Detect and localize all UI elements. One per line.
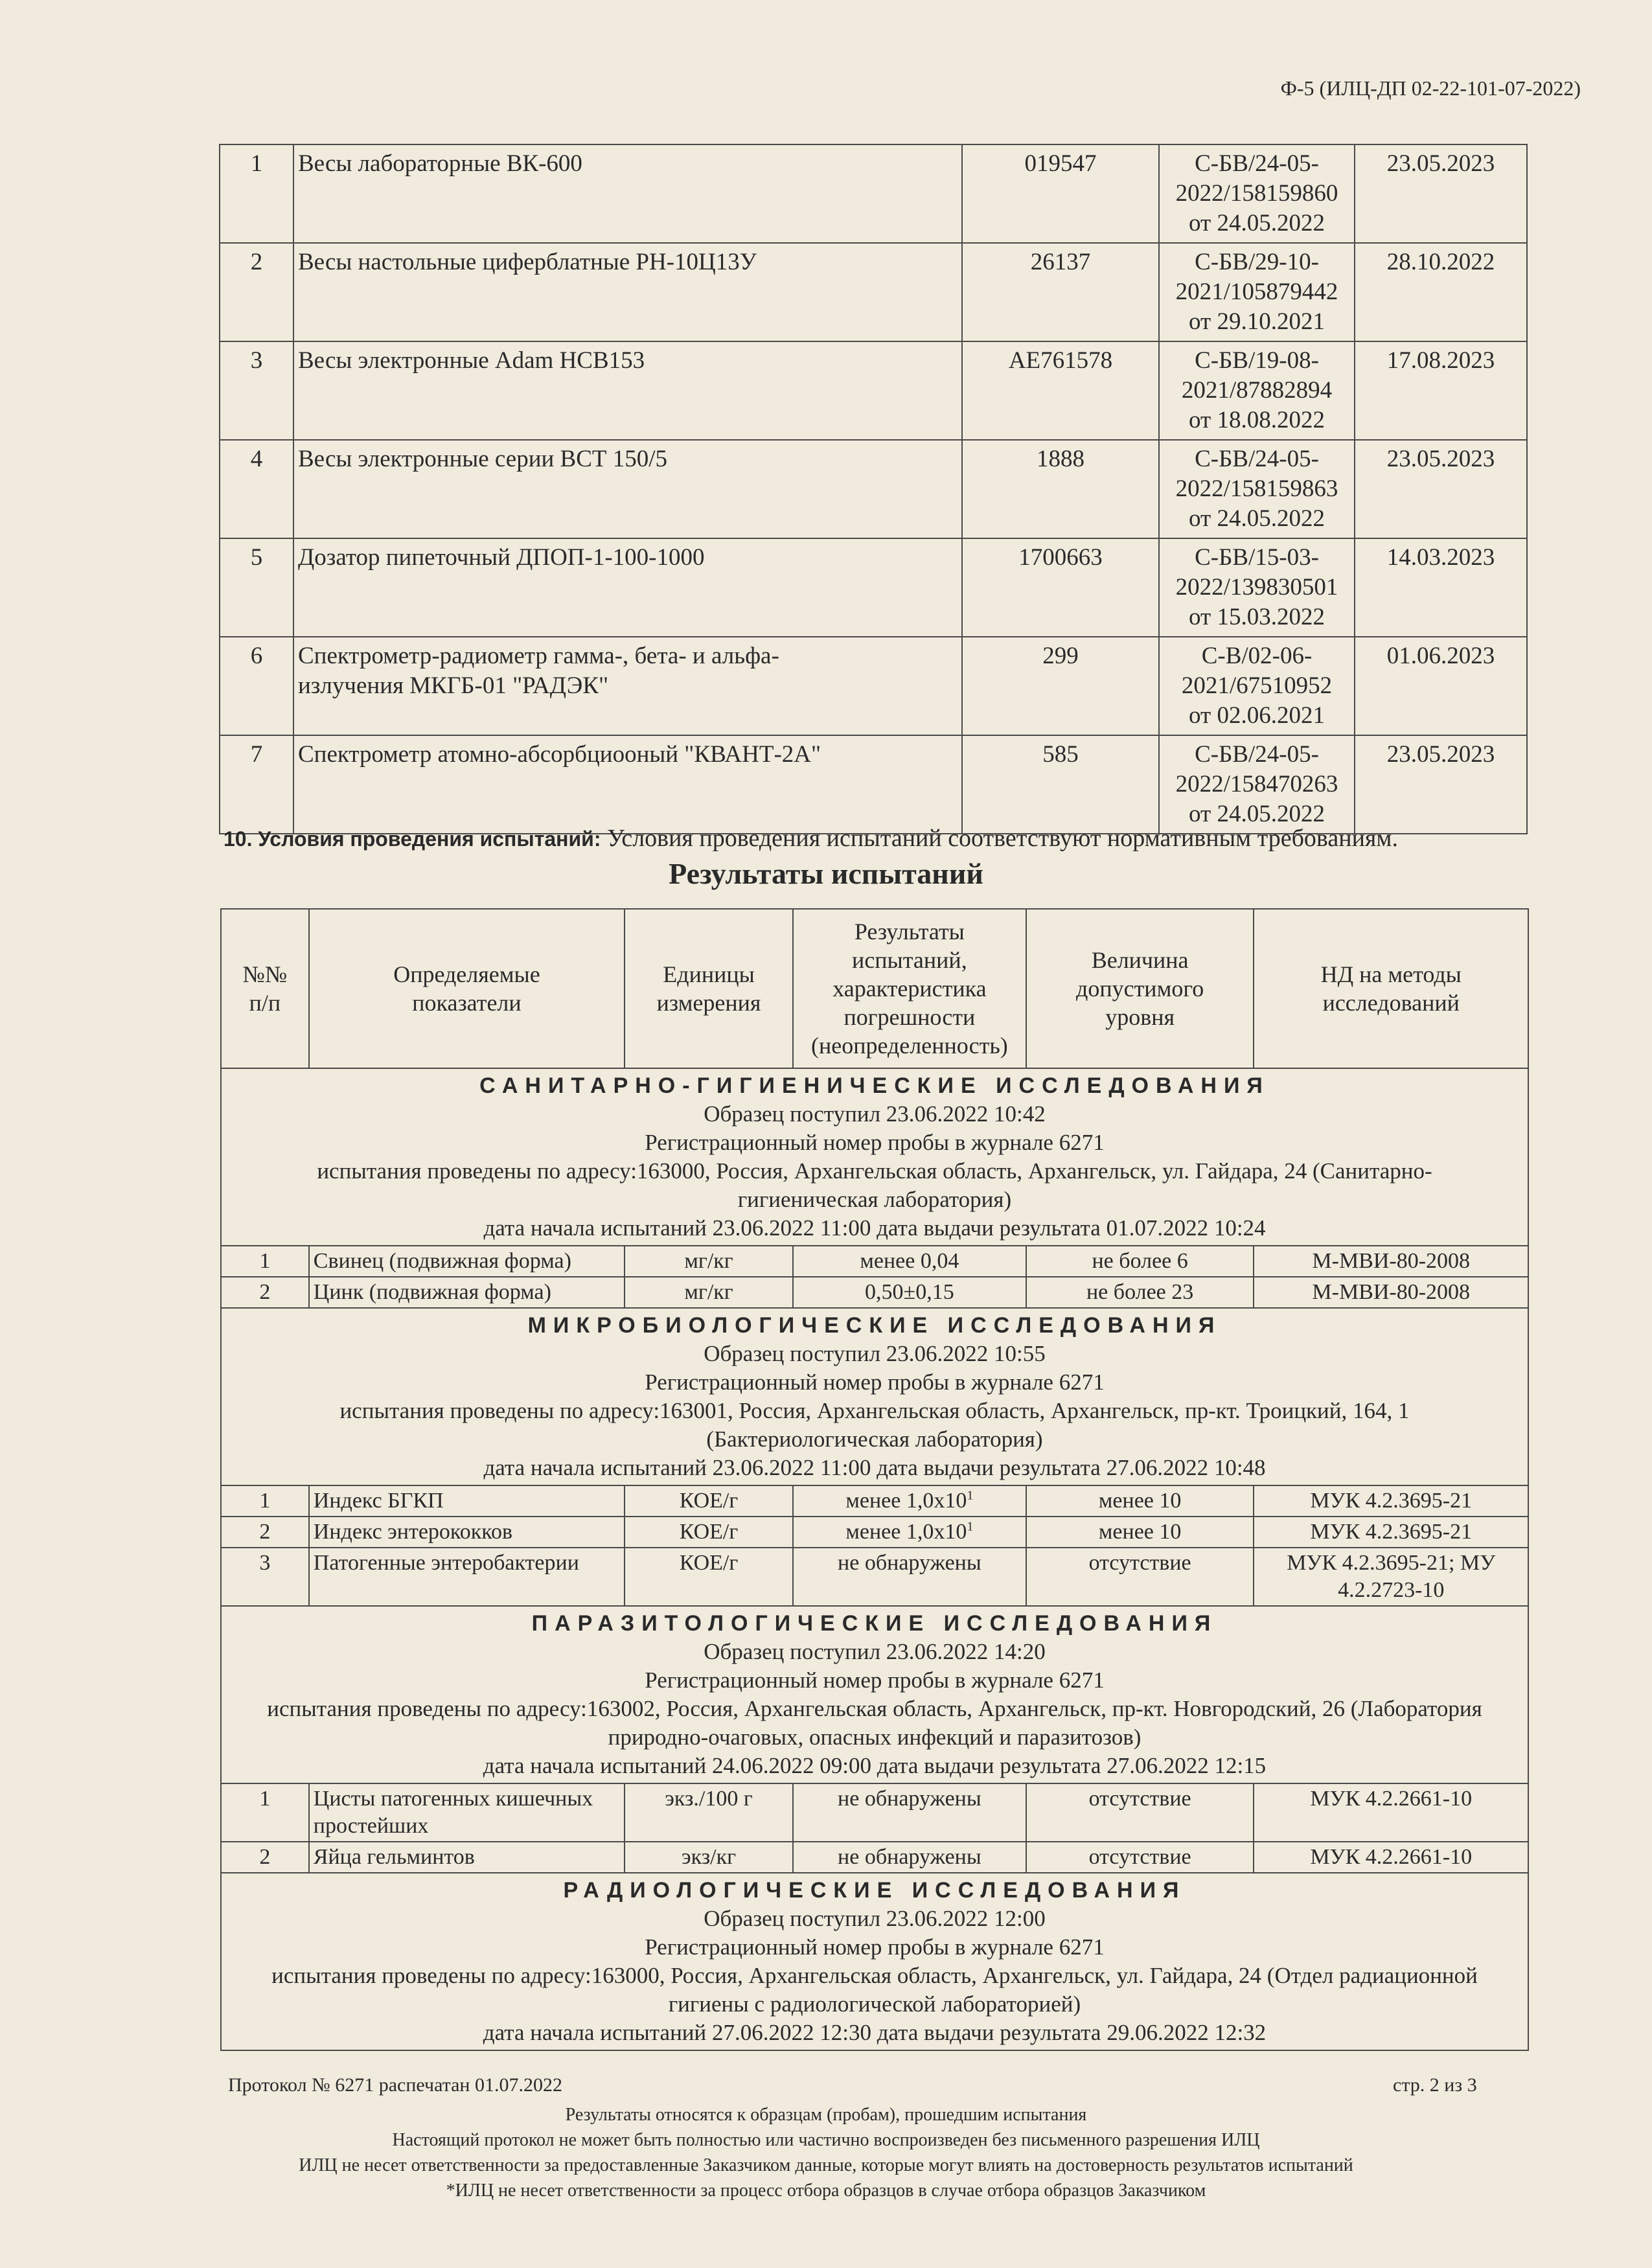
footer-line: ИЛЦ не несет ответственности за предоставленные Заказчиком данные, которые могут влиять на достоверность результатов испытаний xyxy=(299,2155,1353,2175)
header-limit: Величина допустимого уровня xyxy=(1026,909,1254,1068)
result-unit: КОЕ/г xyxy=(625,1485,793,1517)
registration-number: Регистрационный номер пробы в журнале 6271 xyxy=(645,1369,1105,1395)
result-limit: отсутствие xyxy=(1026,1783,1254,1842)
section-info xyxy=(221,1068,1528,1246)
equipment-certificate xyxy=(1159,637,1355,735)
result-indicator: Яйца гельминтов xyxy=(309,1842,625,1873)
equipment-row xyxy=(220,637,1527,735)
equipment-serial: 019547 xyxy=(962,144,1159,243)
header-units: Единицы измерения xyxy=(625,909,793,1068)
certificate-line: 2021/87882894 xyxy=(1181,377,1333,404)
sample-received: Образец поступил 23.06.2022 14:20 xyxy=(704,1639,1046,1664)
result-indicator: Индекс энтерококков xyxy=(309,1517,625,1548)
sample-received: Образец поступил 23.06.2022 10:55 xyxy=(704,1341,1046,1366)
certificate-line: от 24.05.2022 xyxy=(1189,210,1325,236)
certificate-line: от 18.08.2022 xyxy=(1189,407,1325,433)
equipment-number: 5 xyxy=(220,538,293,637)
equipment-row xyxy=(220,341,1527,440)
equipment-certificate xyxy=(1159,144,1355,243)
equipment-certificate xyxy=(1159,440,1355,538)
result-number: 1 xyxy=(221,1246,309,1277)
result-unit: экз/кг xyxy=(625,1842,793,1873)
equipment-certificate xyxy=(1159,341,1355,440)
equipment-valid-until: 28.10.2022 xyxy=(1355,243,1527,341)
test-address-cont: природно-очаговых, опасных инфекций и паразитозов) xyxy=(608,1724,1141,1750)
equipment-serial: 299 xyxy=(962,637,1159,735)
result-value: не обнаружены xyxy=(793,1783,1026,1842)
test-dates: дата начала испытаний 23.06.2022 11:00 дата выдачи результата 27.06.2022 10:48 xyxy=(483,1455,1266,1480)
result-indicator: Цинк (подвижная форма) xyxy=(309,1277,625,1308)
equipment-serial: AE761578 xyxy=(962,341,1159,440)
certificate-line: С-БВ/29-10- xyxy=(1195,249,1319,275)
equipment-valid-until: 17.08.2023 xyxy=(1355,341,1527,440)
test-address: испытания проведены по адресу:163002, Россия, Архангельская область, Архангельск, пр-кт. Новгородский, 26 (Лаборатория xyxy=(267,1696,1482,1721)
certificate-line: 2022/139830501 xyxy=(1175,574,1338,601)
result-method: М-МВИ-80-2008 xyxy=(1254,1277,1528,1308)
test-dates: дата начала испытаний 24.06.2022 09:00 дата выдачи результата 27.06.2022 12:15 xyxy=(483,1753,1267,1778)
result-limit: отсутствие xyxy=(1026,1548,1254,1606)
test-address: испытания проведены по адресу:163000, Россия, Архангельская область, Архангельск, ул. Гайдара, 24 (Отдел радиационной xyxy=(271,1963,1478,1988)
equipment-name: Весы электронные Adam HCB153 xyxy=(293,341,962,440)
result-limit: не более 6 xyxy=(1026,1246,1254,1277)
certificate-line: от 02.06.2021 xyxy=(1189,702,1325,729)
sample-received: Образец поступил 23.06.2022 10:42 xyxy=(704,1101,1046,1127)
result-value: не обнаружены xyxy=(793,1548,1026,1606)
certificate-line: от 15.03.2022 xyxy=(1189,604,1325,630)
result-number: 2 xyxy=(221,1277,309,1308)
section-info xyxy=(221,1308,1528,1485)
result-value: менее $1,0x10^1$ xyxy=(793,1517,1026,1548)
sample-received: Образец поступил 23.06.2022 12:00 xyxy=(704,1906,1046,1931)
result-indicator: Индекс БГКП xyxy=(309,1485,625,1517)
footer-line: *ИЛЦ не несет ответственности за процесс отбора образцов в случае отбора образцов Заказчиком xyxy=(446,2181,1206,2201)
section-header-row xyxy=(221,1068,1528,1246)
result-row xyxy=(221,1485,1528,1517)
equipment-serial: 26137 xyxy=(962,243,1159,341)
result-number: 3 xyxy=(221,1548,309,1606)
equipment-row xyxy=(220,144,1527,243)
result-limit: менее 10 xyxy=(1026,1485,1254,1517)
test-address-cont: гигиеническая лаборатория) xyxy=(737,1187,1012,1212)
equipment-number: 1 xyxy=(220,144,293,243)
footer-line: Результаты относятся к образцам (пробам), прошедшим испытания xyxy=(565,2105,1087,2125)
equipment-name-line: излучения МКГБ-01 "РАДЭК" xyxy=(298,672,609,699)
result-number: 2 xyxy=(221,1842,309,1873)
test-dates: дата начала испытаний 27.06.2022 12:30 дата выдачи результата 29.06.2022 12:32 xyxy=(483,2020,1267,2045)
certificate-line: 2022/158159863 xyxy=(1175,475,1338,502)
result-method: МУК 4.2.3695-21; МУ 4.2.2723-10 xyxy=(1254,1548,1528,1606)
equipment-serial: 585 xyxy=(962,735,1159,834)
result-method: МУК 4.2.2661-10 xyxy=(1254,1783,1528,1842)
header-result: Результаты испытаний, характеристика погрешности (неопределенность) xyxy=(793,909,1026,1068)
result-method: М-МВИ-80-2008 xyxy=(1254,1246,1528,1277)
equipment-name: Дозатор пипеточный ДПОП-1-100-1000 xyxy=(293,538,962,637)
result-unit: экз./100 г xyxy=(625,1783,793,1842)
result-row xyxy=(221,1842,1528,1873)
test-address: испытания проведены по адресу:163001, Россия, Архангельская область, Архангельск, пр-кт. Троицкий, 164, 1 xyxy=(339,1398,1410,1423)
footer-disclaimer xyxy=(0,2102,1652,2203)
section-title: ПАРАЗИТОЛОГИЧЕСКИЕ ИССЛЕДОВАНИЯ xyxy=(531,1611,1218,1636)
results-table xyxy=(220,908,1529,2051)
header-indicator: Определяемые показатели xyxy=(309,909,625,1068)
page-number: стр. 2 из 3 xyxy=(1393,2074,1477,2096)
test-conditions-label: 10. Условия проведения испытаний: xyxy=(224,827,601,851)
result-row xyxy=(221,1548,1528,1606)
equipment-number: 7 xyxy=(220,735,293,834)
equipment-name-line: Спектрометр-радиометр гамма-, бета- и альфа- xyxy=(298,643,779,669)
equipment-number: 4 xyxy=(220,440,293,538)
equipment-row xyxy=(220,538,1527,637)
result-limit: отсутствие xyxy=(1026,1842,1254,1873)
registration-number: Регистрационный номер пробы в журнале 6271 xyxy=(645,1667,1105,1693)
protocol-printed: Протокол № 6271 распечатан 01.07.2022 xyxy=(228,2074,562,2096)
result-row xyxy=(221,1517,1528,1548)
certificate-line: С-БВ/19-08- xyxy=(1195,347,1319,374)
result-exponent: 1 xyxy=(967,1519,974,1534)
test-conditions-text: Условия проведения испытаний соответствуют нормативным требованиям. xyxy=(606,825,1398,852)
section-info xyxy=(221,1873,1528,2050)
result-number: 2 xyxy=(221,1517,309,1548)
section-header-row xyxy=(221,1308,1528,1485)
test-address: испытания проведены по адресу:163000, Россия, Архангельская область, Архангельск, ул. Гайдара, 24 (Санитарно- xyxy=(317,1158,1432,1184)
result-number: 1 xyxy=(221,1485,309,1517)
result-exponent: 1 xyxy=(967,1488,974,1503)
equipment-row xyxy=(220,243,1527,341)
result-row xyxy=(221,1246,1528,1277)
result-unit: КОЕ/г xyxy=(625,1517,793,1548)
result-row xyxy=(221,1277,1528,1308)
test-dates: дата начала испытаний 23.06.2022 11:00 дата выдачи результата 01.07.2022 10:24 xyxy=(483,1215,1266,1241)
certificate-line: С-В/02-06- xyxy=(1201,643,1313,669)
result-value: менее $1,0x10^1$ xyxy=(793,1485,1026,1517)
registration-number: Регистрационный номер пробы в журнале 6271 xyxy=(645,1130,1105,1155)
result-value: 0,50±0,15 xyxy=(793,1277,1026,1308)
equipment-number: 3 xyxy=(220,341,293,440)
equipment-name: Весы настольные циферблатные РН-10Ц13У xyxy=(293,243,962,341)
certificate-line: от 24.05.2022 xyxy=(1189,801,1325,827)
certificate-line: 2022/158159860 xyxy=(1175,180,1338,207)
equipment-certificate xyxy=(1159,538,1355,637)
equipment-table xyxy=(219,144,1528,834)
footer-line: Настоящий протокол не может быть полностью или частично воспроизведен без письменного разрешения ИЛЦ xyxy=(392,2130,1260,2150)
section-title: РАДИОЛОГИЧЕСКИЕ ИССЛЕДОВАНИЯ xyxy=(563,1878,1186,1903)
result-unit: мг/кг xyxy=(625,1277,793,1308)
equipment-certificate xyxy=(1159,243,1355,341)
result-value: не обнаружены xyxy=(793,1842,1026,1873)
registration-number: Регистрационный номер пробы в журнале 6271 xyxy=(645,1934,1105,1960)
equipment-row xyxy=(220,735,1527,834)
certificate-line: от 24.05.2022 xyxy=(1189,505,1325,532)
section-title: САНИТАРНО-ГИГИЕНИЧЕСКИЕ ИССЛЕДОВАНИЯ xyxy=(479,1073,1270,1098)
equipment-valid-until: 23.05.2023 xyxy=(1355,440,1527,538)
certificate-line: от 29.10.2021 xyxy=(1189,308,1325,335)
result-unit: мг/кг xyxy=(625,1246,793,1277)
equipment-serial: 1700663 xyxy=(962,538,1159,637)
equipment-name xyxy=(293,637,962,735)
section-header-row xyxy=(221,1873,1528,2050)
certificate-line: С-БВ/24-05- xyxy=(1195,150,1319,177)
test-address-cont: гигиены с радиологической лабораторией) xyxy=(668,1991,1081,2017)
equipment-name: Весы электронные серии ВСТ 150/5 xyxy=(293,440,962,538)
result-limit: не более 23 xyxy=(1026,1277,1254,1308)
equipment-valid-until: 23.05.2023 xyxy=(1355,144,1527,243)
section-title: МИКРОБИОЛОГИЧЕСКИЕ ИССЛЕДОВАНИЯ xyxy=(527,1313,1222,1338)
equipment-valid-until: 01.06.2023 xyxy=(1355,637,1527,735)
equipment-name: Спектрометр атомно-абсорбциооный "КВАНТ-2А" xyxy=(293,735,962,834)
result-unit: КОЕ/г xyxy=(625,1548,793,1606)
certificate-line: С-БВ/24-05- xyxy=(1195,446,1319,472)
equipment-valid-until: 23.05.2023 xyxy=(1355,735,1527,834)
equipment-number: 6 xyxy=(220,637,293,735)
result-limit: менее 10 xyxy=(1026,1517,1254,1548)
header-method: НД на методы исследований xyxy=(1254,909,1528,1068)
equipment-valid-until: 14.03.2023 xyxy=(1355,538,1527,637)
result-indicator: Свинец (подвижная форма) xyxy=(309,1246,625,1277)
certificate-line: С-БВ/15-03- xyxy=(1195,544,1319,571)
result-indicator: Цисты патогенных кишечных простейших xyxy=(309,1783,625,1842)
equipment-name: Весы лабораторные ВК-600 xyxy=(293,144,962,243)
result-method: МУК 4.2.2661-10 xyxy=(1254,1842,1528,1873)
result-value: менее 0,04 xyxy=(793,1246,1026,1277)
result-method: МУК 4.2.3695-21 xyxy=(1254,1485,1528,1517)
certificate-line: 2022/158470263 xyxy=(1175,771,1338,797)
form-code: Ф-5 (ИЛЦ-ДП 02-22-101-07-2022) xyxy=(1280,76,1581,100)
certificate-line: 2021/67510952 xyxy=(1181,672,1333,699)
test-conditions xyxy=(224,824,1398,853)
equipment-serial: 1888 xyxy=(962,440,1159,538)
section-header-row xyxy=(221,1606,1528,1783)
result-row xyxy=(221,1783,1528,1842)
certificate-line: 2021/105879442 xyxy=(1175,279,1338,305)
section-info xyxy=(221,1606,1528,1783)
result-number: 1 xyxy=(221,1783,309,1842)
certificate-line: С-БВ/24-05- xyxy=(1195,741,1319,768)
result-indicator: Патогенные энтеробактерии xyxy=(309,1548,625,1606)
equipment-number: 2 xyxy=(220,243,293,341)
results-title: Результаты испытаний xyxy=(669,857,983,890)
results-header-row xyxy=(221,909,1528,1068)
equipment-row xyxy=(220,440,1527,538)
result-method: МУК 4.2.3695-21 xyxy=(1254,1517,1528,1548)
header-number: №№ п/п xyxy=(221,909,309,1068)
test-address-cont: (Бактериологическая лаборатория) xyxy=(706,1426,1043,1452)
equipment-certificate xyxy=(1159,735,1355,834)
